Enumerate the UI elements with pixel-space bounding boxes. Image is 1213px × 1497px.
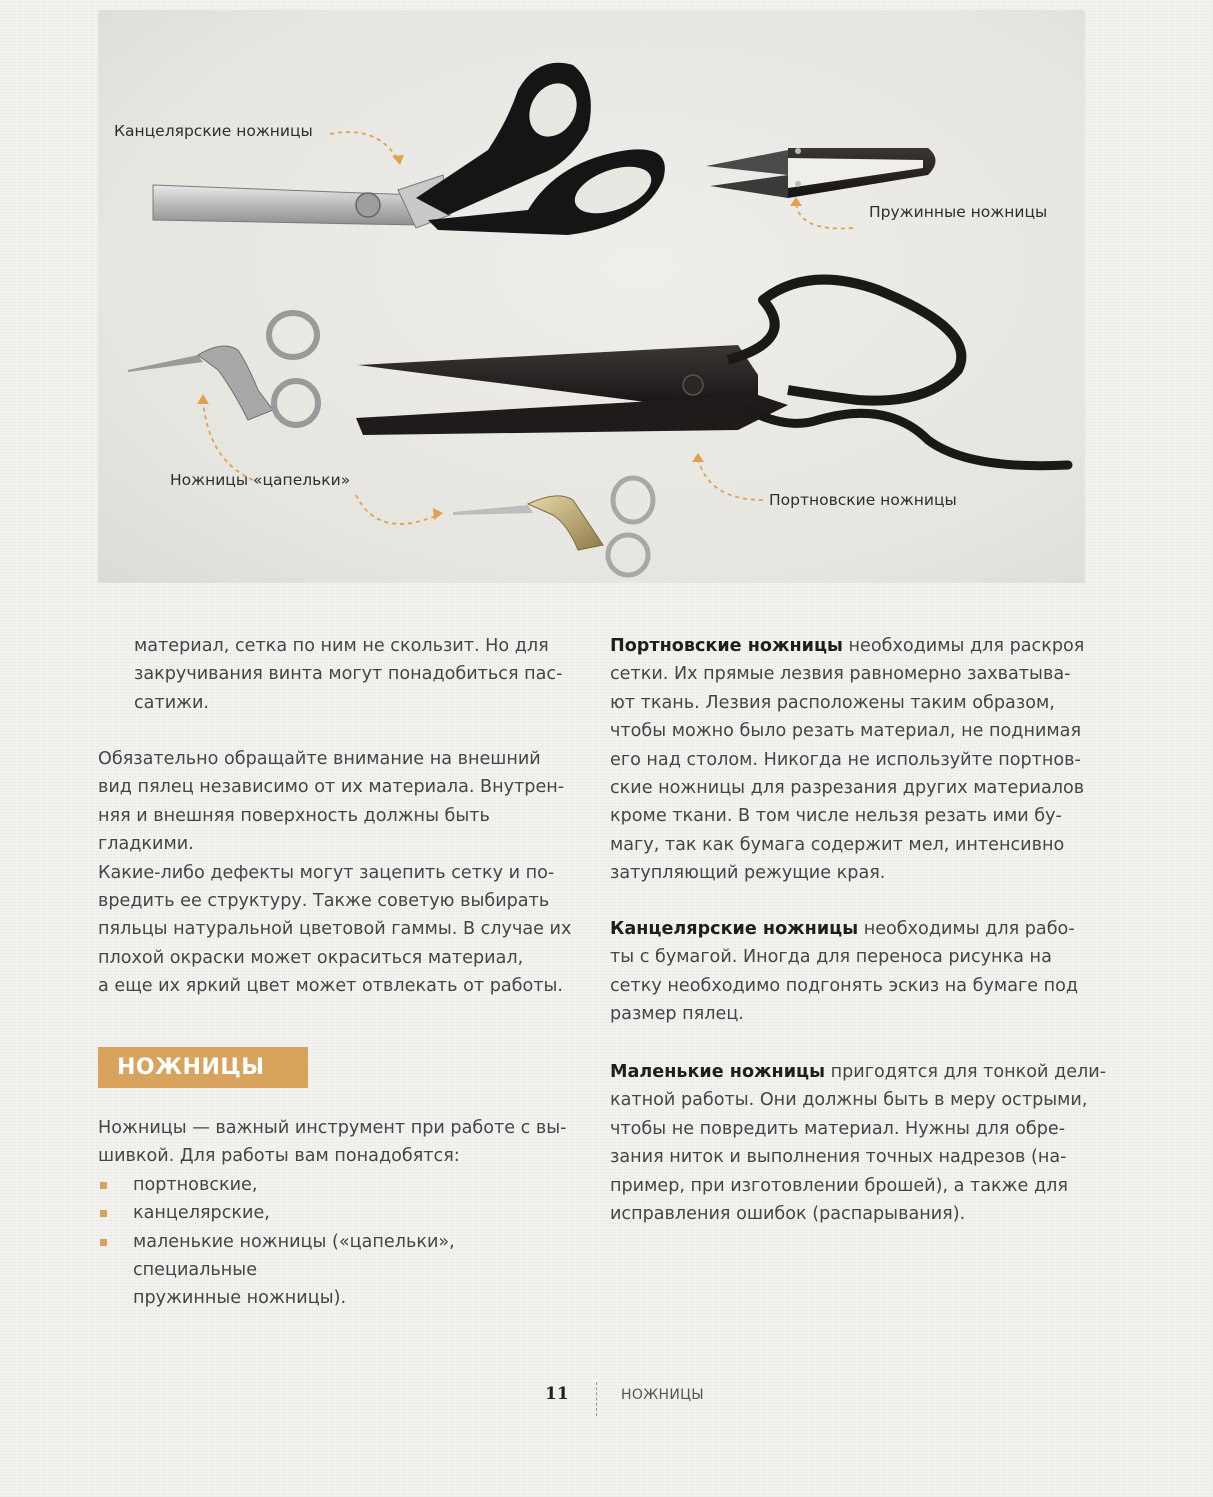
frames-paragraph [98, 745, 578, 1001]
office-paragraph: Канцелярские ножницы необходимы для рабо- ты с бумагой. Иногда для переноса рисунка на сетку необходимо подгонять эскиз на бумаге под размер пялец. [610, 915, 1110, 1029]
scissors-photo [98, 10, 1085, 583]
term-office: Канцелярские ножницы [610, 919, 859, 939]
text-line: вид пялец независимо от их материала. Внутрен- [98, 777, 565, 798]
spring-scissors [706, 148, 936, 198]
bullet-square-icon [100, 1182, 107, 1189]
text-line: шивкой. Для работы вам понадобятся: [98, 1146, 460, 1167]
label-spring-scissors: Пружинные ножницы [869, 203, 1048, 221]
text-line: магу, так как бумага содержит мел, интенсивно [610, 834, 1065, 855]
tailor-scissors [356, 280, 1068, 466]
text-line: плохой окраски может окраситься материал, [98, 947, 524, 968]
text-line: вредить ее структуру. Также советую выбирать [98, 891, 550, 912]
text-line: затупляющий режущие края. [610, 863, 886, 884]
text-line: Какие-либо дефекты могут зацепить сетку и по- [98, 862, 555, 883]
text-line: его над столом. Никогда не используйте портнов- [610, 749, 1081, 770]
arrow-spring [796, 202, 853, 228]
list-item: маленькие ножницы («цапельки», специальные пружинные ножницы). [98, 1228, 578, 1313]
text-line: материал, сетка по ним не скользит. Но для [134, 636, 549, 656]
scissors-intro [98, 1114, 578, 1313]
heron-scissors-gold [453, 478, 653, 575]
text-line: ют ткань. Лезвия расположены таким образом, [610, 692, 1055, 713]
text-line: исправления ошибок (распарывания). [610, 1204, 966, 1225]
text-line: Ножницы — важный инструмент при работе с вы- [98, 1118, 567, 1138]
bullet-square-icon [100, 1210, 107, 1217]
arrow-heron-2 [356, 495, 438, 524]
tailor-paragraph: Портновские ножницы необходимы для раскроя сетки. Их прямые лезвия равномерно захватыва- ют ткань. Лезвия расположены таким образом, чтобы можно было резать материал, не поднимая его над столом. Никогда не используйте портнов- ские ножницы для разрезания других материалов кроме ткани. В том числе нельзя резать ими бу- магу, так как бумага содержит мел, интенсивно затупляющий режущие края. [610, 632, 1110, 888]
text-line: катной работы. Они должны быть в меру острыми, [610, 1090, 1088, 1111]
text-line: кроме ткани. В том числе нельзя резать ими бу- [610, 806, 1062, 827]
arrow-tailor [698, 458, 763, 500]
text-line: сетки. Их прямые лезвия равномерно захватыва- [610, 664, 1071, 685]
label-heron-scissors: Ножницы «цапельки» [170, 471, 351, 489]
running-footer-title: НОЖНИЦЫ [621, 1387, 704, 1403]
term-tailor: Портновские ножницы [610, 636, 843, 656]
text-line: закручивания винта могут понадобиться пас- [134, 664, 563, 685]
text-line: Обязательно обращайте внимание на внешний [98, 749, 541, 769]
text-line: пример, при изготовлении брошей), а также для [610, 1175, 1068, 1196]
text-line: зания ниток и выполнения точных надрезов (на- [610, 1147, 1067, 1168]
label-tailor-scissors: Портновские ножницы [769, 491, 957, 509]
section-heading-scissors: НОЖНИЦЫ [98, 1047, 308, 1088]
text-line: а еще их яркий цвет может отвлекать от работы. [98, 976, 563, 997]
heron-scissors-silver [128, 313, 318, 425]
term-small: Маленькие ножницы [610, 1062, 825, 1082]
text-line: няя и внешняя поверхность должны быть гладкими. [98, 805, 490, 855]
page-number: 11 [545, 1384, 569, 1404]
footer-divider [596, 1382, 597, 1416]
list-item: канцелярские, [98, 1199, 578, 1227]
label-office-scissors: Канцелярские ножницы [114, 122, 313, 140]
text-line: ские ножницы для разрезания других материалов [610, 778, 1085, 799]
office-scissors [153, 63, 665, 235]
small-scissors-paragraph: Маленькие ножницы пригодятся для тонкой дели- катной работы. Они должны быть в меру острыми, чтобы не повредить материал. Нужны для обре- зания ниток и выполнения точных надрезов (на- пример, при изготовлении брошей), а также для исправления ошибок (распарывания). [610, 1058, 1110, 1228]
bullet-square-icon [100, 1239, 107, 1246]
text-line: чтобы не повредить материал. Нужны для обре- [610, 1118, 1066, 1139]
continued-paragraph [134, 632, 574, 717]
text-line: сатижи. [134, 692, 210, 713]
scissors-list [98, 1171, 578, 1313]
text-line: чтобы можно было резать материал, не поднимая [610, 721, 1082, 742]
text-line: сетку необходимо подгонять эскиз на бумаге под [610, 975, 1079, 996]
arrow-office [330, 132, 398, 160]
list-item: портновские, [98, 1171, 578, 1199]
text-line: пяльцы натуральной цветовой гаммы. В случае их [98, 919, 572, 940]
text-line: ты с бумагой. Иногда для переноса рисунка на [610, 947, 1052, 968]
text-line: размер пялец. [610, 1004, 744, 1025]
